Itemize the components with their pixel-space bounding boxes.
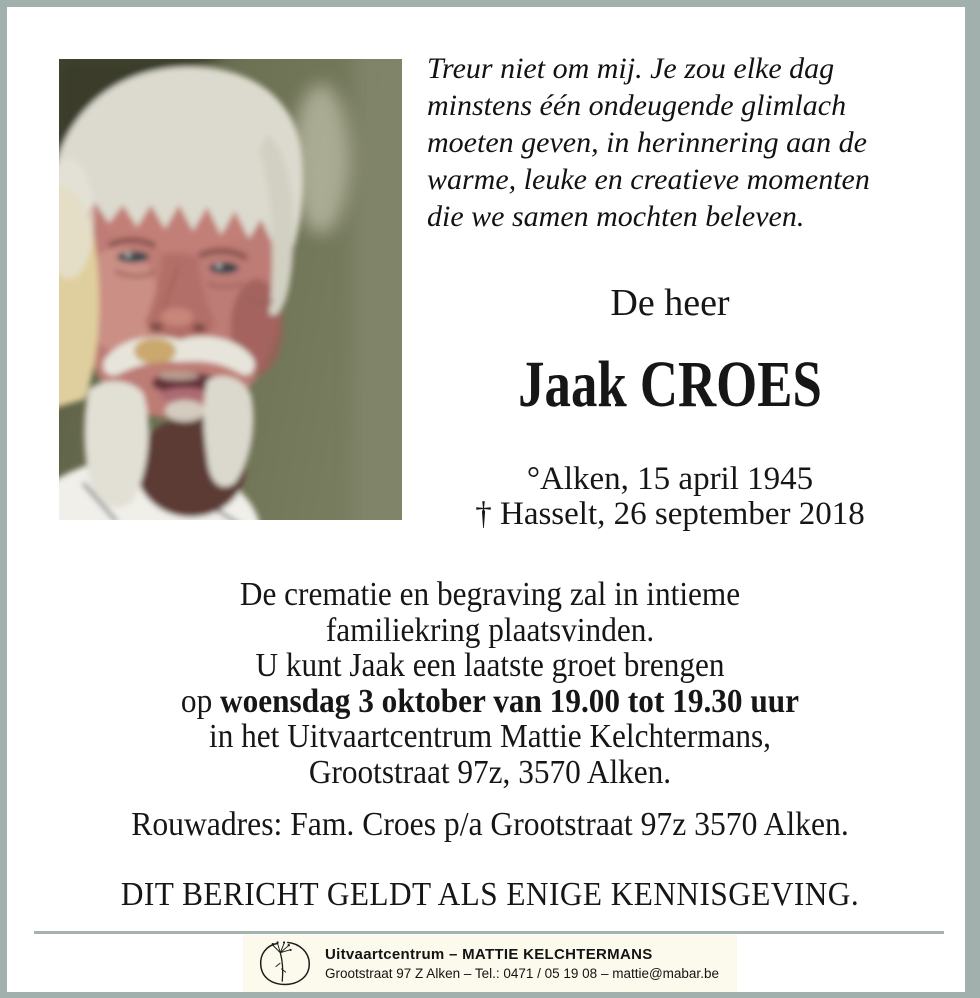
mourning-address-line: Rouwadres: Fam. Croes p/a Grootstraat 97z 3570 Alken. (131, 806, 849, 843)
flower-oval-logo-icon (257, 938, 313, 988)
sole-notice-line: DIT BERICHT GELDT ALS ENIGE KENNISGEVING. (120, 876, 860, 913)
detail-line: in het Uitvaartcentrum Mattie Kelchtermans, (209, 718, 771, 755)
death-date-line: † Hasselt, 26 september 2018 (475, 496, 865, 532)
funeral-home-footer (0, 935, 980, 992)
funeral-home-name: Uitvaartcentrum – MATTIE KELCHTERMANS (325, 945, 653, 963)
time-bold: woensdag 3 oktober van 19.00 tot 19.30 uur (220, 682, 800, 720)
poem-line: warme, leuke en creatieve momenten (427, 163, 870, 196)
poem-line: Treur niet om mij. Je zou elke dag (427, 52, 835, 85)
funeral-home-block (243, 935, 737, 992)
portrait-illustration (59, 59, 402, 520)
portrait-photo (59, 59, 402, 520)
detail-line: familiekring plaatsvinden. (325, 611, 655, 649)
funeral-home-address: Grootstraat 97 Z Alken – Tel.: 0471 / 05 19 08 – mattie@mabar.be (325, 965, 719, 981)
card-border-right (965, 0, 980, 998)
poem-line: minstens één ondeugende glimlach (427, 89, 847, 122)
card-border-top (0, 0, 980, 7)
memorial-poem (427, 50, 927, 235)
deceased-name: Jaak CROES (518, 348, 822, 421)
detail-line: De crematie en begraving zal in intieme (239, 576, 741, 613)
detail-line: U kunt Jaak een laatste groet brengen (255, 647, 725, 684)
birth-date-line: °Alken, 15 april 1945 (526, 461, 814, 497)
footer-separator (34, 931, 944, 934)
poem-line: die we samen mochten beleven. (427, 200, 805, 233)
card-border-bottom (0, 992, 980, 998)
card-border-left (0, 0, 7, 998)
salutation-text: De heer (610, 282, 730, 324)
life-dates (405, 462, 935, 532)
time-prefix: op (180, 682, 221, 720)
detail-line: Grootstraat 97z, 3570 Alken. (308, 753, 672, 791)
ceremony-details (39, 577, 941, 790)
poem-line: moeten geven, in herinnering aan de (427, 126, 867, 159)
funeral-home-text (325, 946, 719, 981)
detail-line-time (39, 684, 941, 720)
